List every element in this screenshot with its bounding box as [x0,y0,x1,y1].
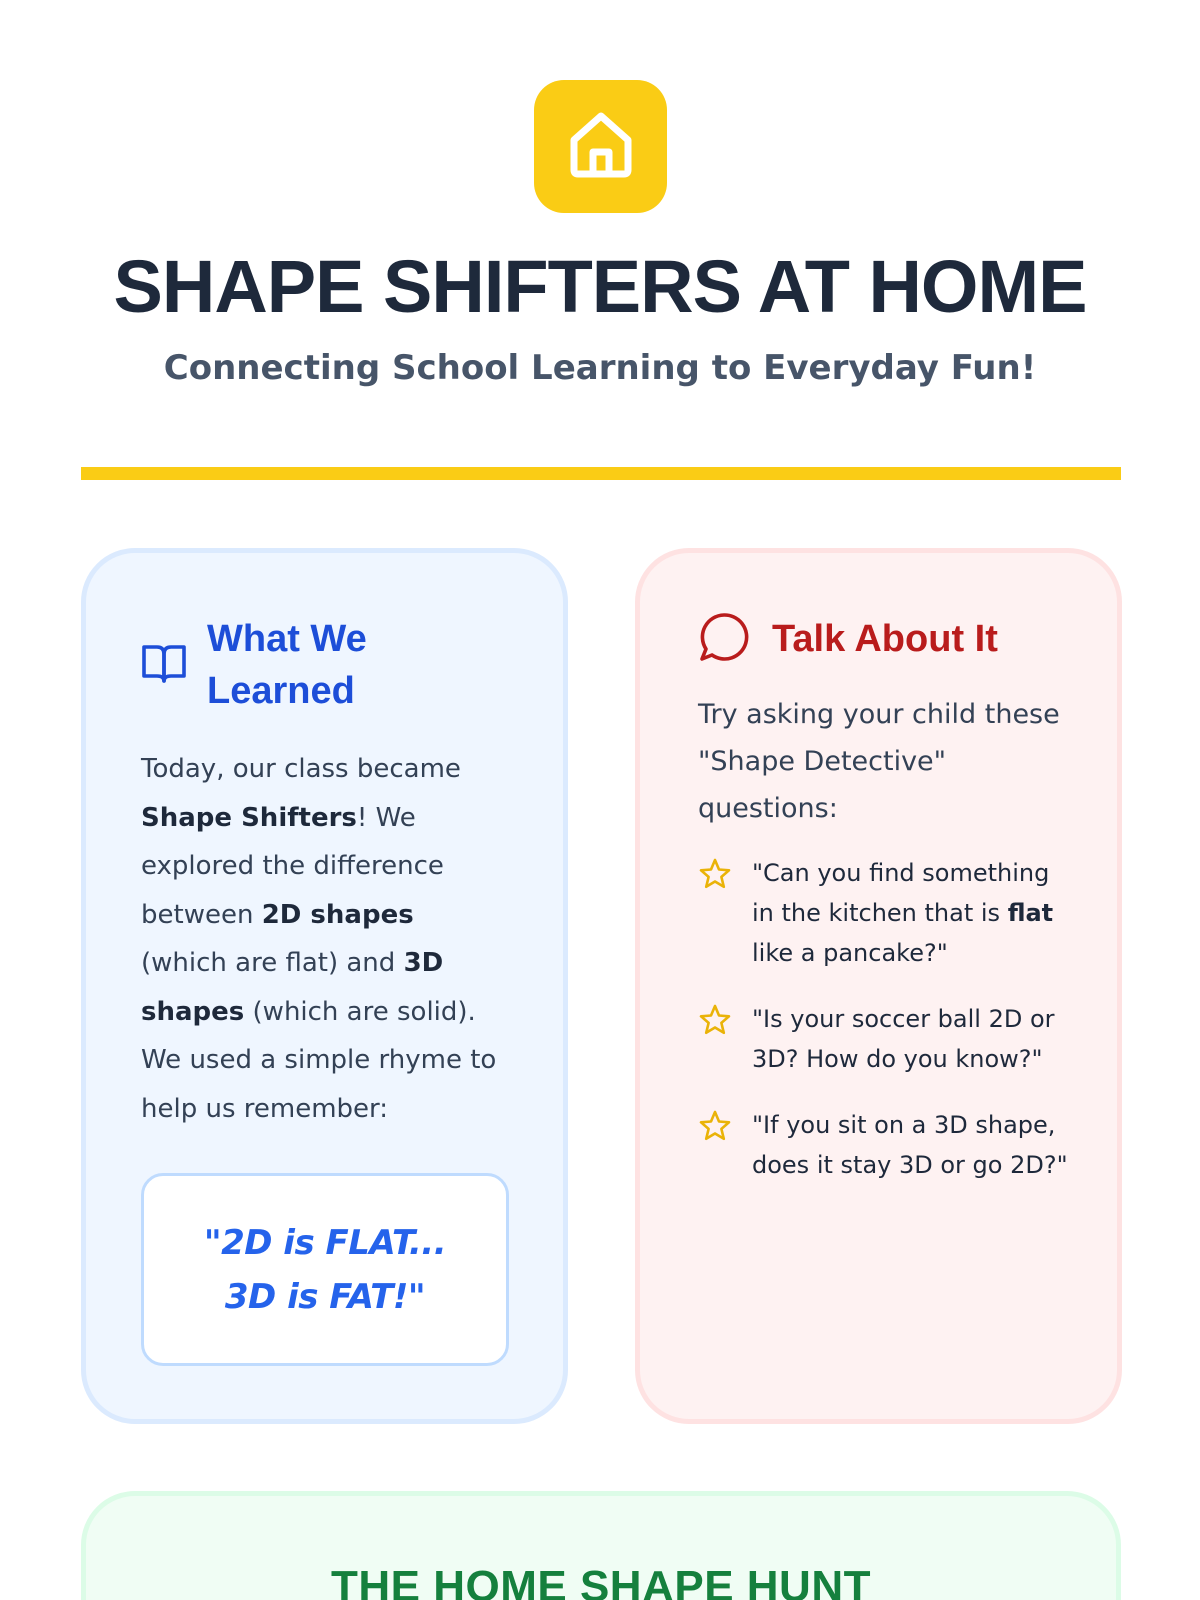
home-shape-hunt-card [81,1491,1121,1600]
text-run: (which are solid). We used a simple rhyme to help us remember: [141,996,497,1124]
question-item [698,999,1073,1079]
learned-heading: What We Learned [207,618,367,713]
text-run: "Can you find something in the kitchen that is [752,859,1050,927]
text-run: "If you sit on a 3D shape, does it stay 3D or go 2D?" [752,1111,1068,1179]
question-text [752,853,1073,973]
rhyme-text [204,1216,446,1324]
home-icon [568,110,634,184]
star-icon [698,857,734,895]
rhyme-line-1: "2D is FLAT... [203,1222,447,1263]
header-divider [81,467,1121,480]
text-run: like a pancake?" [752,939,948,967]
star-icon [698,1003,734,1041]
learned-paragraph [141,745,501,1133]
bold-text: 3D shapes [141,948,444,1027]
question-item [698,1105,1073,1185]
what-we-learned-card [81,548,568,1424]
bold-text: flat [1007,899,1054,927]
talk-about-it-card [635,548,1122,1424]
rhyme-box [141,1173,509,1366]
talk-header [698,611,1098,667]
bold-text: Shape Shifters [141,802,357,833]
text-run: Today, our class became [141,754,461,784]
logo-badge [534,80,667,213]
page-title: SHAPE SHIFTERS AT HOME [113,245,1087,328]
page-subtitle: Connecting School Learning to Everyday Fun! [163,348,1037,388]
hunt-title: THE HOME SHAPE HUNT [331,1562,871,1600]
speech-bubble-icon [698,611,750,667]
question-list [698,853,1073,1211]
book-open-icon [141,642,187,688]
talk-intro: Try asking your child these "Shape Detective" questions: [698,699,1060,824]
question-text [752,1105,1073,1185]
talk-heading: Talk About It [772,617,998,660]
question-item [698,853,1073,973]
bold-text: 2D shapes [261,899,414,930]
text-run: ! We explored the difference between [141,802,444,930]
learned-header [141,613,521,718]
text-run: "Is your soccer ball 2D or 3D? How do you know?" [752,1005,1055,1073]
question-text [752,999,1073,1079]
text-run: (which are flat) and [141,948,404,978]
star-icon [698,1109,734,1147]
rhyme-line-2: 3D is FAT!" [224,1276,426,1317]
